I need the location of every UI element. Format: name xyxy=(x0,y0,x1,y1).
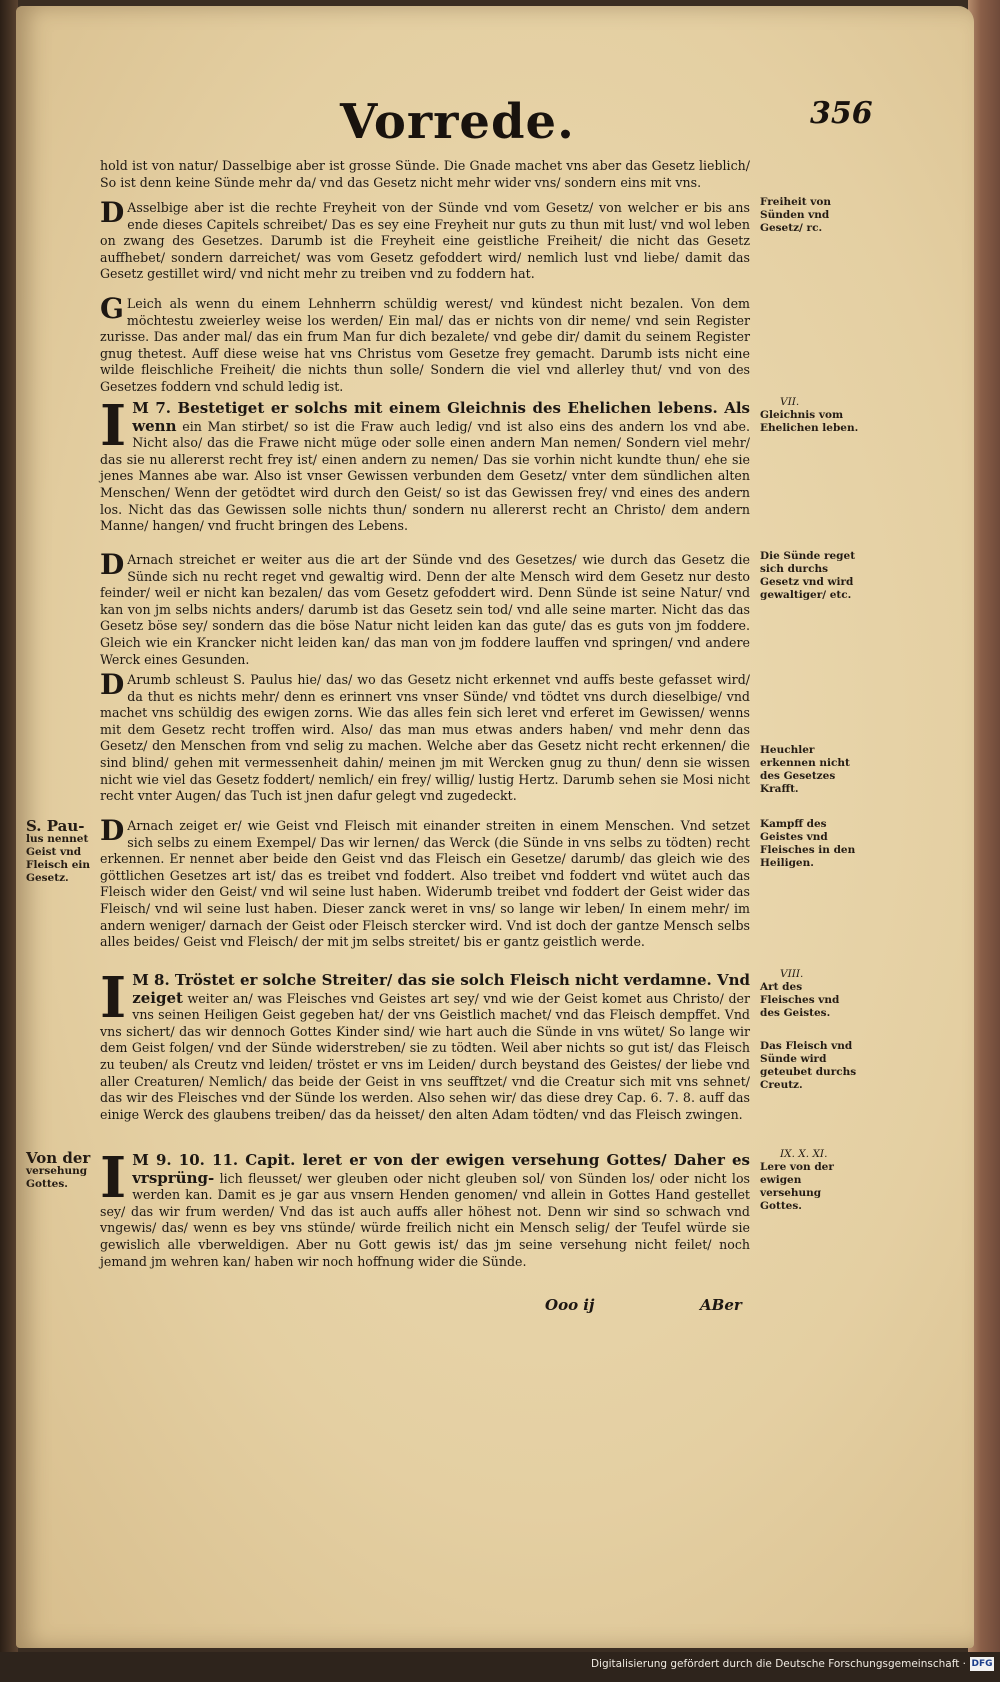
paragraph-9 xyxy=(100,1145,750,1270)
paragraph-lead: M 9. 10. 11. Capit. leret er von der ewigen versehung Gottes/ Daher es vrsprüng- xyxy=(132,1151,750,1187)
margin-note-freiheit xyxy=(760,196,860,235)
paragraph-text: Arumb schleust S. Paulus hie/ das/ wo das Gesetz nicht erkennet vnd auffs beste gefasset wird/ da thut es nichts mehr/ denn es erinnert vns vnser Sünde/ vnd tödtet vns durch dieselbige/ vnd machet vns schüldig des ewigen zorns. Wie das alles fein sich leret vnd erferet im Gewissen/ wenns mit dem Gesetz recht troffen wird. Also/ das man mus etwas anders haben/ vnd mehr denn das Gesetz/ den Menschen from vnd selig zu machen. Welche aber das Gesetz nicht recht erkennen/ die sind blind/ gehen mit vermessenheit dahin/ meinen jm mit Wercken gnug zu thun/ denn sie wissen nicht wie viel das Gesetz foddert/ nemlich/ ein frey/ willig/ lustig Hertz. Darumb sehen sie Mosi nicht recht vnter Augen/ das Tuch ist jnen dafur gelegt vnd zugedeckt. xyxy=(100,672,750,804)
margin-note-text: Kampff des Geistes vnd Fleisches in den Heiligen. xyxy=(760,818,856,869)
initial-letter: D xyxy=(100,548,125,581)
margin-note-left-versehung xyxy=(26,1149,92,1191)
paragraph-3 xyxy=(100,292,750,396)
paragraph-text: hold ist von natur/ Dasselbige aber ist grosse Sünde. Die Gnade machet vns aber das Gesetz lieblich/ So ist denn keine Sünde mehr da/ vnd das Gesetz nicht mehr wider vns/ sondern eins mit vns. xyxy=(100,158,750,190)
signature-mark: Ooo ij xyxy=(545,1296,595,1314)
margin-note-text: Das Fleisch vnd Sünde wird geteubet durchs Creutz. xyxy=(760,1040,857,1091)
margin-note-suende xyxy=(760,550,860,602)
catchword: ABer xyxy=(700,1296,742,1314)
margin-note-text: Die Sünde reget sich durchs Gesetz vnd wird gewaltiger/ etc. xyxy=(760,550,856,601)
margin-note-creutz xyxy=(760,1040,860,1092)
paragraph-lead: M 8. Tröstet er solche Streiter/ das sie solch Fleisch nicht verdamne. Vnd zeiget xyxy=(132,971,751,1007)
paragraph-1 xyxy=(100,158,750,191)
margin-note-text: lus nennet Geist vnd Fleisch ein Gesetz. xyxy=(26,833,91,884)
folio-number: 356 xyxy=(810,96,873,131)
margin-note-text: Heuchler erkennen nicht des Gesetzes Krafft. xyxy=(760,744,850,795)
margin-note-left-paulus xyxy=(26,817,92,885)
paragraph-6 xyxy=(100,668,750,805)
initial-letter: D xyxy=(100,814,125,847)
paragraph-8 xyxy=(100,965,751,1123)
chapter-number: IX. X. XI. xyxy=(780,1148,828,1160)
margin-note-head: S. Pau- xyxy=(26,817,85,835)
paragraph-text: lich fleusset/ wer gleuben oder nicht gleuben sol/ von Sünden los/ oder nicht los werden kan. Damit es je gar aus vnsern Henden genomen/ vnd allein in Gottes Hand gestellet sey/ das wir frum werden/ Vnd das ist auch auffs aller höhest not. Denn wir sind so schwach vnd vngewis/ das/ wenn es bey vns stünde/ würde freilich nicht ein Mensch selig/ der Teufel würde sie gewislich alle vberweldigen. Aber nu Gott gewis ist/ das jm seine versehung nicht feilet/ noch jemand jm wehren kan/ haben wir noch hoffnung wider die Sünde. xyxy=(100,1170,750,1269)
margin-note-text: versehung Gottes. xyxy=(26,1165,88,1190)
paragraph-text: weiter an/ was Fleisches vnd Geistes art sey/ vnd wie der Geist komet aus Christo/ der vns seinen Heiligen Geist gegeben hat/ der vns Geistlich machet/ vnd das Fleisch dempffet. Vnd vns sichert/ das wir dennoch Gottes Kinder sind/ wie hart auch die Sünde in vns wütet/ So lange wir dem Geist folgen/ vnd der Sünde widerstreben/ sie zu tödten. Weil aber nichts so gut ist/ das Fleisch zu teuben/ als Creutz vnd leiden/ tröstet er vns im Leiden/ durch beystand des Geistes/ der liebe vnd aller Creaturen/ Nemlich/ das beide der Geist in vns seufftzet/ vnd die Creatur sich mit vns sehnet/ das wir des Fleisches vnd der Sünde los werden. Also sehen wir/ das diese drey Cap. 6. 7. 8. auff das einige Werck des glaubens treiben/ das da heisset/ den alten Adam tödten/ vnd das Fleisch zwingen. xyxy=(100,990,750,1122)
margin-note-heuchler xyxy=(760,744,860,796)
paragraph-4 xyxy=(100,393,750,535)
chapter-number: VIII. xyxy=(780,968,804,980)
paragraph-text: Asselbige aber ist die rechte Freyheit von der Sünde vnd vom Gesetz/ von welcher er bis ans ende dieses Capitels schreibet/ Das es sey eine Freyheit nur guts zu thun mit lust/ vnd wol leben on zwang des Gesetzes. Darumb ist die Freyheit eine geistliche Freiheit/ die nicht das Gesetz auffhebet/ sondern darreichet/ was vom Gesetz gefoddert wird/ nemlich lust vnd liebe/ damit das Gesetz gestillet wird/ vnd nicht mehr zu treiben vnd zu foddern hat. xyxy=(100,200,750,282)
initial-letter: D xyxy=(100,668,125,701)
margin-note-text: Art des Fleisches vnd des Geistes. xyxy=(760,981,840,1019)
margin-note-text: Gleichnis vom Ehelichen leben. xyxy=(760,409,859,434)
chapter-number: VII. xyxy=(780,396,800,408)
page-title: Vorrede. xyxy=(340,94,575,150)
paragraph-lead: M 7. Bestetiget er solchs mit einem Gleichnis des Ehelichen lebens. Als wenn xyxy=(132,399,750,435)
margin-note-kampff xyxy=(760,818,860,870)
margin-note-gleichnis xyxy=(760,396,860,435)
digitization-credit: Digitalisierung gefördert durch die Deutsche Forschungsgemeinschaft · xyxy=(590,1658,966,1670)
paragraph-text: Leich als wenn du einem Lehnherrn schüldig werest/ vnd kündest nicht bezalen. Von dem möchtestu zweierley weise los werden/ Ein mal/ das er nichts von dir neme/ vnd sein Register zurisse. Das ander mal/ das ein frum Man fur dich bezalete/ vnd gebe dir/ damit du seinem Register gnug thetest. Auff diese weise hat vns Christus vom Gesetze frey gemacht. Darumb ists nicht eine wilde fleischliche Freiheit/ die nichts thun solle/ Sondern die viel vnd allerley thut/ vnd von des Gesetzes foddern vnd schuld ledig ist. xyxy=(100,296,750,394)
paragraph-2 xyxy=(100,196,750,283)
paragraph-7 xyxy=(100,814,750,951)
paragraph-text: ein Man stirbet/ so ist die Fraw auch ledig/ vnd ist also eins des andern los vnd abe. Nicht also/ das die Frawe nicht müge oder solle einen andern Man nemen/ Sondern viel mehr/ das sie nu allererst recht frey ist/ einen andern zu nemen/ Das sie vorhin nicht kundte thun/ ehe sie jenes Mannes abe war. Also ist vnser Gewissen verbunden dem Gesetz/ vnter dem sündlichen alten Menschen/ Wenn der getödtet wird durch den Geist/ so ist das Gewissen frey/ vnd eines des andern los. Nicht das das Gewissen solle nichts thun/ sondern nu allererst recht an Christo/ dem andern Manne/ hangen/ vnd frucht bringen des Lebens. xyxy=(100,418,750,534)
margin-note-text: Freiheit von Sünden vnd Gesetz/ rc. xyxy=(760,196,832,234)
paragraph-text: Arnach streichet er weiter aus die art der Sünde vnd des Gesetzes/ wie durch das Gesetz die Sünde sich nu recht reget vnd gewaltig wird. Denn der alte Mensch wird dem Gesetz nur desto feinder/ weil er nicht kan bezalen/ das vom Gesetz gefoddert wird. Denn Sünde ist seine Natur/ vnd kan von jm selbs nichts anders/ darumb ist das Gesetz sein tod/ vnd alle seine marter. Nicht das das Gesetz böse sey/ sondern das die böse Natur nicht leiden kan das gute/ das es guts von jm foddere. Gleich wie ein Krancker nicht leiden kan/ das man von jm foddere lauffen vnd springen/ vnd andere Werck eines Gesunden. xyxy=(100,552,750,667)
paragraph-5 xyxy=(100,548,750,668)
initial-letter: D xyxy=(100,196,125,229)
paragraph-text: Arnach zeiget er/ wie Geist vnd Fleisch mit einander streiten in einem Menschen. Vnd setzet sich selbs zu einem Exempel/ Das wir lernen/ das Werck (die Sünde in vns selbs zu tödten) recht erkennen. Er nennet aber beide den Geist vnd das Fleisch ein Gesetze/ darumb/ das gleich wie des göttlichen Gesetzes art ist/ das es treibet vnd foddert. Also treibet vnd foddert vnd wütet auch das Fleisch wider den Geist/ vnd wil seine lust haben. Widerumb treibet vnd foddert der Geist wider das Fleisch/ vnd wil seine lust haben. Dieser zanck weret in vns/ so lange wir leben/ In einem mehr/ im andern weniger/ darnach der Geist oder Fleisch stercker wird. Vnd ist doch der gantze Mensch selbs alles beides/ Geist vnd Fleisch/ der mit jm selbs streitet/ bis er gantz geistlich werde. xyxy=(100,818,750,950)
margin-note-text: Lere von der ewigen versehung Gottes. xyxy=(760,1161,834,1212)
dfg-logo: DFG xyxy=(971,1659,993,1669)
margin-note-fleisch-geist xyxy=(760,968,860,1020)
decorated-initial: I xyxy=(100,393,127,459)
margin-note-head: Von der xyxy=(26,1149,91,1167)
margin-note-versehung xyxy=(760,1148,860,1213)
initial-letter: G xyxy=(100,292,124,325)
decorated-initial: I xyxy=(100,1145,127,1211)
decorated-initial: I xyxy=(100,965,127,1031)
